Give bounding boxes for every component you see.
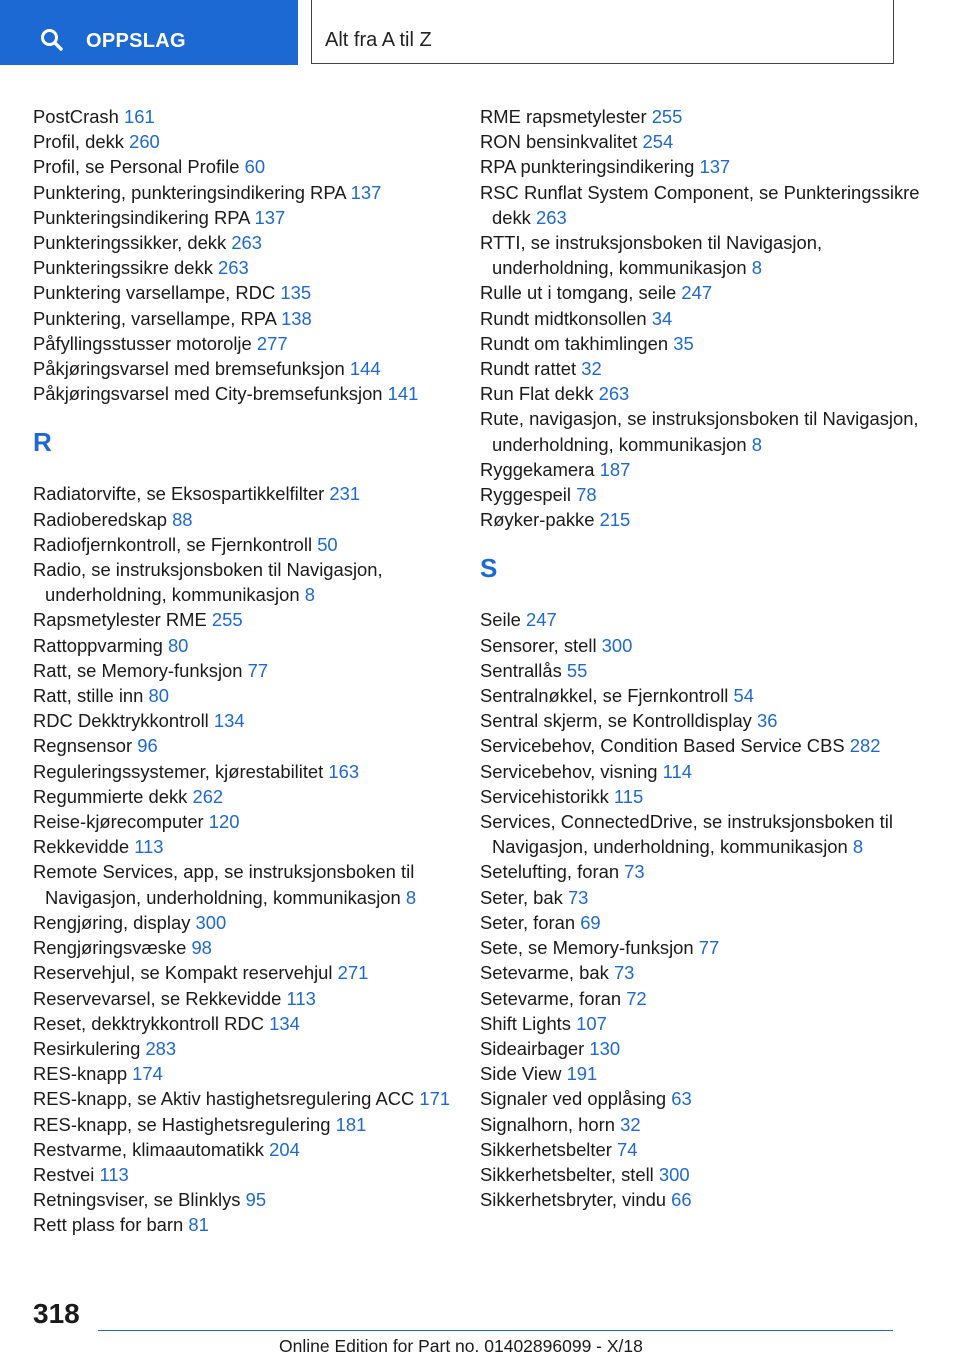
page-reference-link[interactable]: 63 bbox=[671, 1088, 692, 1110]
index-column-right bbox=[480, 104, 920, 1212]
page-reference-link[interactable]: 8 bbox=[304, 584, 315, 606]
index-entry bbox=[33, 1112, 453, 1137]
index-entry-text: Profil, dekk bbox=[33, 131, 124, 153]
page-reference-link[interactable]: 88 bbox=[172, 508, 193, 530]
index-entry bbox=[33, 532, 453, 557]
index-entry bbox=[33, 104, 453, 129]
index-entry bbox=[33, 733, 453, 758]
page-reference-link[interactable]: 36 bbox=[757, 710, 778, 732]
index-entry-text: Radiatorvifte, se Eksospartikkelfilter bbox=[33, 483, 325, 505]
index-entry bbox=[33, 180, 453, 205]
page-reference-link[interactable]: 78 bbox=[576, 484, 597, 506]
index-entry-text: RDC Dekktrykkontroll bbox=[33, 710, 209, 732]
index-entry-text: Ryggekamera bbox=[480, 458, 595, 480]
page-reference-link[interactable]: 135 bbox=[280, 282, 312, 304]
index-entry-text: Resirkulering bbox=[33, 1037, 141, 1059]
index-entry-text: Signalhorn, horn bbox=[480, 1113, 615, 1135]
index-entry-text: Reset, dekktrykkontroll RDC bbox=[33, 1012, 264, 1034]
index-entry bbox=[480, 658, 920, 683]
index-entry bbox=[33, 910, 453, 935]
section-label: OPPSLAG bbox=[86, 30, 186, 52]
index-entry-text: Seile bbox=[480, 609, 521, 631]
page-reference-link[interactable]: 260 bbox=[129, 131, 160, 153]
index-entry-text: Røyker-pakke bbox=[480, 509, 595, 531]
index-entry bbox=[480, 759, 920, 784]
index-entry-text: Rundt rattet bbox=[480, 358, 577, 380]
index-entry bbox=[480, 306, 920, 331]
index-entry-text: Sentralnøkkel, se Fjernkontroll bbox=[480, 685, 729, 707]
index-entry bbox=[480, 1137, 920, 1162]
index-entry-text: Rapsmetylester RME bbox=[33, 609, 207, 631]
page-reference-link[interactable]: 247 bbox=[526, 609, 557, 631]
page-reference-link[interactable]: 98 bbox=[191, 937, 212, 959]
page-reference-link[interactable]: 171 bbox=[419, 1088, 451, 1110]
index-entry bbox=[33, 859, 453, 909]
page-reference-link[interactable]: 283 bbox=[145, 1037, 177, 1059]
index-entry bbox=[480, 910, 920, 935]
index-entry-text: Restvei bbox=[33, 1163, 95, 1185]
index-entry bbox=[33, 280, 453, 305]
index-entry bbox=[480, 280, 920, 305]
index-entry bbox=[33, 306, 453, 331]
index-column-left bbox=[33, 104, 453, 1238]
index-entry-text: Punkteringsindikering RPA bbox=[33, 206, 250, 228]
page-reference-link[interactable]: 113 bbox=[134, 836, 164, 858]
page-reference-link[interactable]: 95 bbox=[245, 1189, 267, 1211]
index-entry bbox=[33, 1212, 453, 1237]
index-entry bbox=[33, 708, 453, 733]
page-reference-link[interactable]: 300 bbox=[658, 1163, 690, 1185]
index-entry bbox=[33, 381, 453, 406]
index-entry bbox=[480, 104, 920, 129]
page-reference-link[interactable]: 114 bbox=[662, 760, 692, 782]
index-entry bbox=[33, 809, 453, 834]
index-entry-text: Reguleringssystemer, kjørestabilitet bbox=[33, 760, 324, 782]
index-entry bbox=[33, 986, 453, 1011]
index-entry bbox=[33, 1187, 453, 1212]
index-entry bbox=[480, 1162, 920, 1187]
index-entry-text: Shift Lights bbox=[480, 1012, 571, 1034]
index-entry-text: Punkteringssikker, dekk bbox=[33, 232, 227, 254]
index-entry bbox=[480, 1061, 920, 1086]
page-reference-link[interactable]: 8 bbox=[751, 433, 762, 455]
index-entry bbox=[33, 759, 453, 784]
page-reference-link[interactable]: 300 bbox=[195, 911, 227, 933]
index-entry-text: Rulle ut i tomgang, seile bbox=[480, 282, 677, 304]
index-letter-heading: S bbox=[480, 553, 498, 584]
index-entry bbox=[33, 633, 453, 658]
page-reference-link[interactable]: 8 bbox=[405, 886, 417, 908]
index-entry-text: Servicebehov, visning bbox=[480, 760, 658, 782]
page-reference-link[interactable]: 69 bbox=[580, 911, 601, 933]
index-entry-text: Regummierte dekk bbox=[33, 785, 188, 807]
page-reference-link[interactable]: 163 bbox=[328, 760, 360, 782]
index-entry-text: Sideairbager bbox=[480, 1037, 585, 1059]
index-entry-text: Sikkerhetsbelter bbox=[480, 1138, 612, 1160]
index-entry bbox=[480, 230, 920, 280]
index-entry bbox=[480, 129, 920, 154]
index-entry-text: Punktering, punkteringsindikering RPA bbox=[33, 181, 346, 203]
index-entry-text: Setevarme, foran bbox=[480, 987, 622, 1009]
page-reference-link[interactable]: 282 bbox=[849, 735, 881, 757]
index-entry-text: Rundt om takhimlingen bbox=[480, 332, 669, 354]
index-entry-text: Ratt, se Memory-funksjon bbox=[33, 659, 243, 681]
page-reference-link[interactable]: 80 bbox=[148, 685, 169, 707]
page-reference-link[interactable]: 138 bbox=[281, 307, 312, 329]
page-reference-link[interactable]: 255 bbox=[651, 106, 683, 127]
page-reference-link[interactable]: 231 bbox=[329, 483, 361, 505]
page-reference-link[interactable]: 263 bbox=[598, 383, 630, 405]
index-entry bbox=[33, 1061, 453, 1086]
index-entry bbox=[33, 1162, 453, 1187]
page-reference-link[interactable]: 137 bbox=[699, 156, 731, 178]
index-entry bbox=[33, 658, 453, 683]
index-entry bbox=[480, 1112, 920, 1137]
index-entry-text: Punkteringssikre dekk bbox=[33, 257, 213, 279]
index-entry-text: Remote Services, app, se instruksjonsboken til Navigasjon, underholdning, kommunikasjon bbox=[33, 861, 415, 908]
page-reference-link[interactable]: 247 bbox=[681, 282, 713, 304]
index-entry bbox=[480, 708, 920, 733]
index-entry-text: Ratt, stille inn bbox=[33, 685, 144, 707]
page-reference-link[interactable]: 60 bbox=[244, 156, 266, 178]
index-entry-text: Side View bbox=[480, 1063, 562, 1085]
index-entry bbox=[480, 356, 920, 381]
index-entry bbox=[33, 356, 453, 381]
page-reference-link[interactable]: 277 bbox=[256, 332, 288, 354]
index-entry bbox=[480, 1036, 920, 1061]
page-reference-link[interactable]: 66 bbox=[671, 1189, 692, 1211]
page-reference-link[interactable]: 191 bbox=[566, 1063, 598, 1085]
page-reference-link[interactable]: 34 bbox=[651, 307, 673, 329]
index-entry-text: Profil, se Personal Profile bbox=[33, 156, 240, 178]
index-entry bbox=[480, 935, 920, 960]
index-entry-text: RON bensinkvalitet bbox=[480, 131, 638, 153]
page-reference-link[interactable]: 161 bbox=[123, 106, 155, 127]
page-reference-link[interactable]: 32 bbox=[581, 358, 602, 380]
index-entry bbox=[480, 1011, 920, 1036]
index-entry bbox=[480, 960, 920, 985]
page-reference-link[interactable]: 77 bbox=[698, 937, 720, 959]
page-reference-link[interactable]: 81 bbox=[188, 1214, 209, 1236]
page-reference-link[interactable]: 8 bbox=[852, 836, 864, 858]
index-entry-text: Reservevarsel, se Rekkevidde bbox=[33, 987, 282, 1009]
index-entry-text: Servicehistorikk bbox=[480, 785, 609, 807]
index-entry bbox=[480, 885, 920, 910]
page-reference-link[interactable]: 73 bbox=[613, 962, 635, 984]
index-entry bbox=[33, 230, 453, 255]
index-entry bbox=[33, 1011, 453, 1036]
index-entry-text: Setelufting, foran bbox=[480, 861, 620, 883]
index-entry-text: Ryggespeil bbox=[480, 484, 571, 506]
index-entry bbox=[480, 683, 920, 708]
index-entry-text: Rengjøringsvæske bbox=[33, 937, 187, 959]
search-icon bbox=[40, 28, 64, 52]
index-entry-text: RES-knapp, se Hastighetsregulering bbox=[33, 1113, 331, 1135]
index-entry-text: Reservehjul, se Kompakt reservehjul bbox=[33, 962, 333, 984]
index-entry-text: Setevarme, bak bbox=[480, 962, 609, 984]
index-entry-text: Signaler ved opplåsing bbox=[480, 1088, 667, 1110]
index-entry bbox=[33, 683, 453, 708]
page-reference-link[interactable]: 8 bbox=[751, 257, 762, 279]
index-entry-text: PostCrash bbox=[33, 106, 119, 127]
page-reference-link[interactable]: 181 bbox=[335, 1113, 367, 1135]
index-entry-text: Run Flat dekk bbox=[480, 383, 594, 405]
index-entry-text: RES-knapp bbox=[33, 1063, 128, 1085]
index-entry bbox=[480, 733, 920, 758]
index-entry bbox=[480, 154, 920, 179]
page-reference-link[interactable]: 300 bbox=[601, 634, 633, 656]
index-entry-text: Sikkerhetsbryter, vindu bbox=[480, 1189, 667, 1211]
index-entry bbox=[480, 381, 920, 406]
index-entry-text: Sentrallås bbox=[480, 659, 562, 681]
index-entry-text: RES-knapp, se Aktiv hastighetsregulering ACC bbox=[33, 1088, 415, 1110]
section-tab[interactable] bbox=[0, 0, 298, 65]
page-reference-link[interactable]: 254 bbox=[642, 131, 674, 153]
index-entry bbox=[480, 457, 920, 482]
index-entry-text: Påfyllingsstusser motorolje bbox=[33, 332, 252, 354]
page-reference-link[interactable]: 50 bbox=[317, 533, 338, 555]
index-entry bbox=[33, 1036, 453, 1061]
index-entry-text: RSC Runflat System Component, se Punkteringssikre dekk bbox=[480, 181, 920, 228]
page-reference-link[interactable]: 137 bbox=[254, 206, 286, 228]
page-reference-link[interactable]: 137 bbox=[350, 181, 382, 203]
index-entry bbox=[33, 607, 453, 632]
page-reference-link[interactable]: 73 bbox=[567, 886, 589, 908]
index-entry bbox=[480, 859, 920, 884]
index-entry-text: Seter, foran bbox=[480, 911, 576, 933]
page-reference-link[interactable]: 72 bbox=[626, 987, 647, 1009]
page-number: 318 bbox=[33, 1298, 80, 1329]
index-entry-text: Radio, se instruksjonsboken til Navigasjon, underholdning, kommunikasjon bbox=[33, 559, 383, 606]
index-entry bbox=[480, 406, 920, 456]
page-reference-link[interactable]: 263 bbox=[535, 206, 567, 228]
index-entry-text: Punktering, varsellampe, RPA bbox=[33, 307, 276, 329]
index-entry-text: Påkjøringsvarsel med City-bremsefunksjon bbox=[33, 383, 383, 405]
page-reference-link[interactable]: 73 bbox=[624, 861, 645, 883]
page-reference-link[interactable]: 77 bbox=[247, 659, 269, 681]
index-entry-text: Punktering varsellampe, RDC bbox=[33, 282, 276, 304]
index-entry bbox=[33, 481, 453, 506]
index-entry-text: Rekkevidde bbox=[33, 836, 130, 858]
page-reference-link[interactable]: 174 bbox=[132, 1063, 163, 1085]
index-entry-text: Services, ConnectedDrive, se instruksjonsboken til Navigasjon, underholdning, kommunikasjon bbox=[480, 811, 893, 858]
index-entry-text: RTTI, se instruksjonsboken til Navigasjon, underholdning, kommunikasjon bbox=[480, 232, 823, 279]
index-entry bbox=[480, 809, 920, 859]
index-entry-text: Sete, se Memory-funksjon bbox=[480, 937, 694, 959]
page-reference-link[interactable]: 271 bbox=[337, 962, 369, 984]
page-reference-link[interactable]: 54 bbox=[733, 685, 754, 707]
index-entry-text: Restvarme, klimaautomatikk bbox=[33, 1138, 264, 1160]
index-entry bbox=[33, 1086, 453, 1111]
index-entry bbox=[480, 784, 920, 809]
index-entry-text: Retningsviser, se Blinklys bbox=[33, 1189, 241, 1211]
index-entry bbox=[33, 331, 453, 356]
page-reference-link[interactable]: 255 bbox=[211, 609, 243, 631]
page-reference-link[interactable]: 215 bbox=[599, 509, 631, 531]
index-entry bbox=[33, 205, 453, 230]
page-reference-link[interactable]: 187 bbox=[599, 458, 631, 480]
index-entry-text: Reise-kjørecomputer bbox=[33, 811, 204, 833]
page-reference-link[interactable]: 144 bbox=[349, 358, 381, 380]
page-reference-link[interactable]: 113 bbox=[99, 1163, 129, 1185]
index-entry bbox=[33, 255, 453, 280]
index-entry bbox=[480, 1086, 920, 1111]
index-entry-text: Regnsensor bbox=[33, 735, 133, 757]
page-reference-link[interactable]: 107 bbox=[576, 1012, 607, 1034]
page-reference-link[interactable]: 35 bbox=[673, 332, 694, 354]
index-entry-text: Sensorer, stell bbox=[480, 634, 597, 656]
page-reference-link[interactable]: 134 bbox=[269, 1012, 300, 1034]
index-entry bbox=[480, 1187, 920, 1212]
page-reference-link[interactable]: 74 bbox=[617, 1138, 638, 1160]
index-entry-text: Påkjøringsvarsel med bremsefunksjon bbox=[33, 358, 345, 380]
index-entry bbox=[480, 507, 920, 532]
index-entry-text: Radioberedskap bbox=[33, 508, 167, 530]
index-entry-text: Rute, navigasjon, se instruksjonsboken til Navigasjon, underholdning, kommunikasjon bbox=[480, 408, 919, 455]
index-entry bbox=[33, 960, 453, 985]
index-entry-text: Rett plass for barn bbox=[33, 1214, 184, 1236]
index-entry bbox=[33, 834, 453, 859]
index-entry-text: Rundt midtkonsollen bbox=[480, 307, 647, 329]
index-entry bbox=[33, 129, 453, 154]
index-entry-text: Seter, bak bbox=[480, 886, 563, 908]
page-reference-link[interactable]: 204 bbox=[269, 1138, 300, 1160]
index-entry bbox=[33, 935, 453, 960]
index-entry-text: Sentral skjerm, se Kontrolldisplay bbox=[480, 710, 752, 732]
page-title: Alt fra A til Z bbox=[325, 29, 432, 51]
page-reference-link[interactable]: 141 bbox=[387, 383, 419, 405]
index-entry bbox=[33, 557, 453, 607]
footer-divider bbox=[98, 1330, 893, 1331]
page-reference-link[interactable]: 262 bbox=[192, 785, 224, 807]
index-entry bbox=[33, 507, 453, 532]
page-reference-link[interactable]: 134 bbox=[213, 710, 245, 732]
index-entry-text: Rattoppvarming bbox=[33, 634, 163, 656]
index-entry bbox=[480, 986, 920, 1011]
page-reference-link[interactable]: 115 bbox=[613, 785, 644, 807]
index-entry-text: Radiofjernkontroll, se Fjernkontroll bbox=[33, 533, 313, 555]
index-entry bbox=[480, 482, 920, 507]
page-reference-link[interactable]: 55 bbox=[566, 659, 588, 681]
page-reference-link[interactable]: 263 bbox=[218, 257, 249, 279]
index-letter-heading: R bbox=[33, 427, 52, 458]
index-entry-text: Rengjøring, display bbox=[33, 911, 191, 933]
index-entry-text: RPA punkteringsindikering bbox=[480, 156, 695, 178]
edition-footer: Online Edition for Part no. 01402896099 - X/18 bbox=[279, 1336, 643, 1356]
index-entry-text: Servicebehov, Condition Based Service CBS bbox=[480, 735, 845, 757]
index-entry-text: RME rapsmetylester bbox=[480, 106, 647, 127]
index-entry bbox=[33, 784, 453, 809]
index-entry bbox=[480, 180, 920, 230]
page-reference-link[interactable]: 113 bbox=[286, 987, 316, 1009]
index-entry bbox=[480, 607, 920, 632]
index-entry-text: Sikkerhetsbelter, stell bbox=[480, 1163, 654, 1185]
page-reference-link[interactable]: 120 bbox=[208, 811, 240, 833]
page-reference-link[interactable]: 80 bbox=[167, 634, 189, 656]
index-entry bbox=[33, 154, 453, 179]
page-reference-link[interactable]: 32 bbox=[620, 1113, 641, 1135]
index-entry bbox=[480, 331, 920, 356]
index-entry bbox=[480, 633, 920, 658]
page-reference-link[interactable]: 263 bbox=[231, 232, 263, 254]
index-entry bbox=[33, 1137, 453, 1162]
page-reference-link[interactable]: 130 bbox=[589, 1037, 621, 1059]
page-reference-link[interactable]: 96 bbox=[137, 735, 158, 757]
